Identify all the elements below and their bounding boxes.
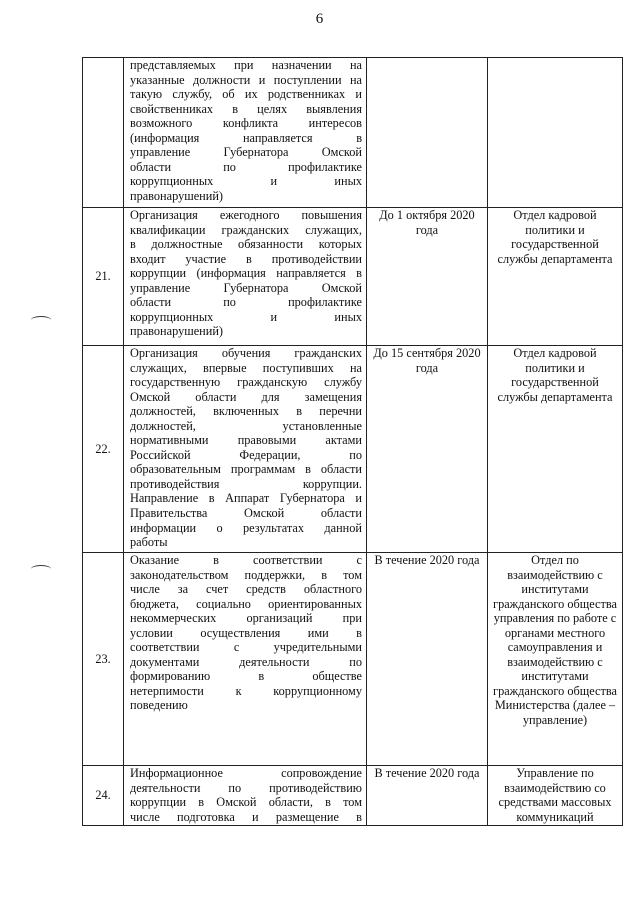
- description-line: (информация направляется в: [130, 130, 362, 145]
- description-line: правонарушений): [130, 324, 223, 339]
- description-line: должностей, включенных в перечни: [130, 404, 362, 419]
- description-line: указанные должности и поступлении на: [130, 72, 362, 87]
- description-line: управление Губернатора Омской: [130, 145, 362, 160]
- measure-description: [124, 58, 367, 208]
- description-line: квалификации гражданских служащих,: [130, 222, 362, 237]
- measure-description: [124, 553, 367, 766]
- description-line: возможного конфликта интересов: [130, 116, 362, 131]
- description-line: Направление в Аппарат Губернатора и: [130, 491, 362, 506]
- description-line: противодействия коррупции.: [130, 476, 362, 491]
- plan-table: [82, 57, 623, 826]
- description-line: Организация ежегодного повышения: [130, 208, 362, 222]
- description-line: числе подготовка и размещение в: [130, 809, 362, 824]
- table-row: [83, 346, 623, 553]
- description-line: представляемых при назначении на: [130, 58, 362, 72]
- description-line: коррупции в Омской области, в том: [130, 795, 362, 810]
- deadline-cell: [367, 58, 488, 208]
- deadline-cell: В течение 2020 года: [367, 553, 488, 766]
- description-line: условии осуществления ими в: [130, 625, 362, 640]
- responsible-cell: [488, 58, 623, 208]
- description-line: некоммерческих организаций при: [130, 611, 362, 626]
- description-line: нормативными правовыми актами: [130, 433, 362, 448]
- table-row: [83, 766, 623, 826]
- description-line: должностей, установленные: [130, 418, 362, 433]
- page-number: 6: [315, 11, 324, 27]
- row-number: 21.: [83, 208, 124, 346]
- description-line: нетерпимости к коррупционному: [130, 683, 362, 698]
- measure-description: [124, 766, 367, 826]
- description-line: информации о результатах данной: [130, 520, 362, 535]
- description-line: Информационное сопровождение: [130, 766, 362, 780]
- description-line: коррупции (информация направляется в: [130, 266, 362, 281]
- description-line: коррупционных и иных: [130, 309, 362, 324]
- description-line: в должностные обязанности которых: [130, 237, 362, 252]
- description-line: формированию в обществе: [130, 669, 362, 684]
- table-row: [83, 553, 623, 766]
- description-line: свойственниках в целях выявления: [130, 101, 362, 116]
- measure-description: [124, 208, 367, 346]
- table-row: [83, 208, 623, 346]
- description-line: Организация обучения гражданских: [130, 346, 362, 360]
- description-line: образовательным программам в области: [130, 462, 362, 477]
- description-line: такую службу, об их родственниках и: [130, 87, 362, 102]
- description-line: правонарушений): [130, 188, 223, 203]
- description-line: законодательством поддержки, в том: [130, 567, 362, 582]
- description-line: работы: [130, 535, 168, 550]
- description-line: коррупционных и иных: [130, 174, 362, 189]
- row-number: [83, 58, 124, 208]
- hole-punch-mark: [31, 565, 51, 573]
- responsible-cell: Отдел по взаимодействию с институтами гражданского общества управления по работе с органами местного самоуправления и взаимодействию с институтами гражданского общества Министерства (далее – управление): [488, 553, 623, 766]
- measure-description: [124, 346, 367, 553]
- description-line: поведению: [130, 698, 188, 713]
- responsible-cell: Управление по взаимодействию со средствами массовых коммуникаций: [488, 766, 623, 826]
- deadline-cell: До 1 октября 2020 года: [367, 208, 488, 346]
- deadline-cell: В течение 2020 года: [367, 766, 488, 826]
- row-number: 23.: [83, 553, 124, 766]
- description-line: служащих, впервые поступивших на: [130, 360, 362, 375]
- description-line: документами деятельности по: [130, 654, 362, 669]
- description-line: Оказание в соответствии с: [130, 553, 362, 567]
- row-number: 24.: [83, 766, 124, 826]
- description-line: области по профилактике: [130, 295, 362, 310]
- description-line: бюджета, социально ориентированных: [130, 596, 362, 611]
- responsible-cell: Отдел кадровой политики и государственной службы департамента: [488, 208, 623, 346]
- hole-punch-mark: [31, 316, 51, 324]
- description-line: деятельности по противодействию: [130, 780, 362, 795]
- description-line: числе за счет средств областного: [130, 582, 362, 597]
- description-line: области по профилактике: [130, 159, 362, 174]
- responsible-cell: Отдел кадровой политики и государственной службы департамента: [488, 346, 623, 553]
- table-row: [83, 58, 623, 208]
- description-line: Омской области для замещения: [130, 389, 362, 404]
- row-number: 22.: [83, 346, 124, 553]
- description-line: государственную гражданскую службу: [130, 375, 362, 390]
- description-line: Российской Федерации, по: [130, 447, 362, 462]
- description-line: соответствии с учредительными: [130, 640, 362, 655]
- description-line: входит участие в противодействии: [130, 251, 362, 266]
- description-line: управление Губернатора Омской: [130, 280, 362, 295]
- description-line: Правительства Омской области: [130, 506, 362, 521]
- deadline-cell: До 15 сентября 2020 года: [367, 346, 488, 553]
